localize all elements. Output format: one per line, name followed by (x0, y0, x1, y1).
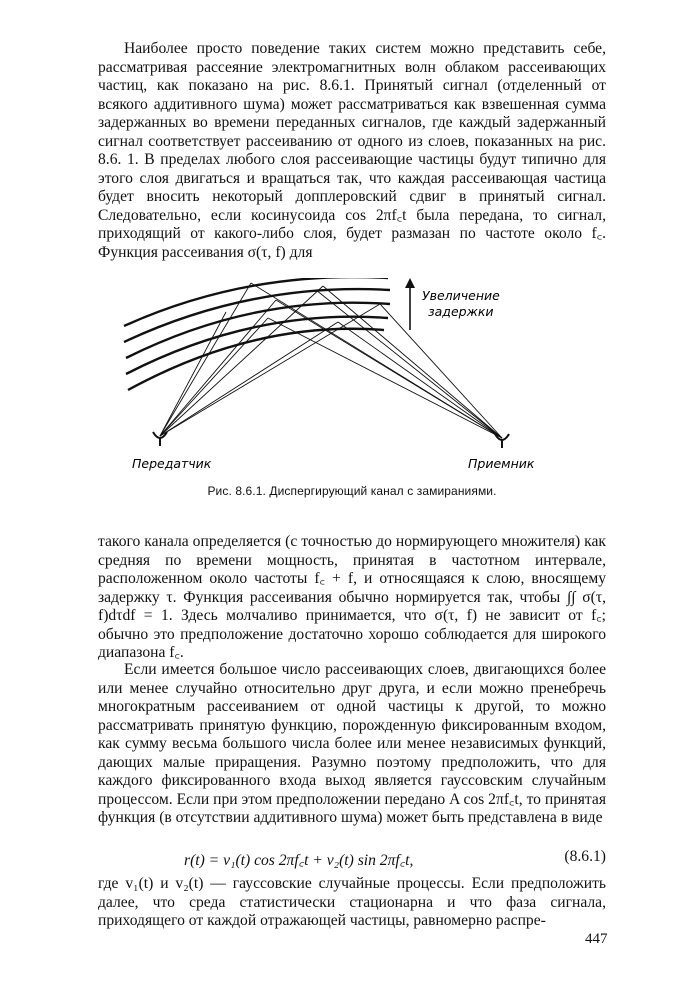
equation-expression: r(t) = v₁(t) cos 2πf꜀t + v₂(t) sin 2πf꜀t, (184, 852, 414, 869)
paragraph-4: где v₁(t) и v₂(t) — гауссовские случайные процессы. Если предположить далее, что среда статистически стационарна и что фаза сигнала, приходящего от каждой отражающей частицы, равномерно распре- (98, 875, 606, 930)
delay-arrow (405, 278, 415, 330)
ray (276, 300, 502, 438)
ray (338, 322, 502, 438)
receiver-label: Приемник (468, 456, 535, 471)
receiver-antenna (495, 434, 509, 448)
dispersive-channel-figure (98, 278, 606, 504)
arrow-label-line2: задержки (428, 304, 494, 319)
equation-number: (8.6.1) (564, 848, 606, 865)
transmitter-label: Передатчик (132, 456, 212, 471)
paragraph-2: такого канала определяется (с точностью до нормирующего множителя) как средняя по времени мощность, принятая в частотном интервале, расположенном около частоты f꜀ + f, и относящаяся к слою, вносящему задержку τ. Функция рассеивания обычно нормируется так, чтобы ∫∫ σ(τ, f)dτdf = 1. Здесь молчаливо принимается, что σ(τ, f) не зависит от f꜀; обычно это предположение достаточно хорошо соблюдается для широкого диапазона f꜀. (98, 533, 606, 662)
layer-arc-1 (128, 329, 384, 390)
transmitter-antenna (153, 432, 167, 446)
ray (160, 286, 323, 436)
equation-8-6-1 (98, 848, 606, 868)
paragraph-3: Если имеется большое число рассеивающих слоев, двигающихся более или менее случайно относительно друг друга, и если можно пренебречь многократным рассеиванием от одной частицы к другой, то можно рассматривать принятую функцию, порожденную фиксированным входом, как сумму весьма большого числа более или менее независимых функций, дающих малые приращения. Разумно поэтому предположить, что для каждого фиксированного входа выход является гауссовским случайным процессом. Если при этом предположении передано A cos 2πf꜀t, то принятая функция (в отсутствии аддитивного шума) может быть представлена в виде (98, 661, 606, 827)
figure-caption: Рис. 8.6.1. Диспергирующий канал с замираниями. (207, 484, 497, 498)
ray (268, 318, 502, 438)
page-number: 447 (585, 931, 608, 947)
scattering-layers (124, 278, 390, 390)
ray (380, 304, 502, 438)
arrow-label-line1: Увеличение (422, 288, 500, 303)
paragraph-1: Наиболее просто поведение таких систем можно представить себе, рассматривая рассеяние электромагнитных волн облаком рассеивающих частиц, как показано на рис. 8.6.1. Принятый сигнал (отделенный от всякого аддитивного шума) может рассматриваться как взвешенная сумма задержанных во времени переданных сигналов, где каждый задержанный сигнал соответствует рассеиванию от одного из слоев, показанных на рис. 8.6. 1. В пределах любого слоя рассеивающие частицы будут типично для этого слоя двигаться и вращаться так, что каждая рассеивающая частица будет вносить некоторый допплеровский сдвиг в принятый сигнал. Следовательно, если косинусоида cos 2πf꜀t была передана, то сигнал, приходящий от какого-либо слоя, будет размазан по частоте около f꜀. Функция рассеивания σ(τ, f) для (98, 40, 606, 262)
